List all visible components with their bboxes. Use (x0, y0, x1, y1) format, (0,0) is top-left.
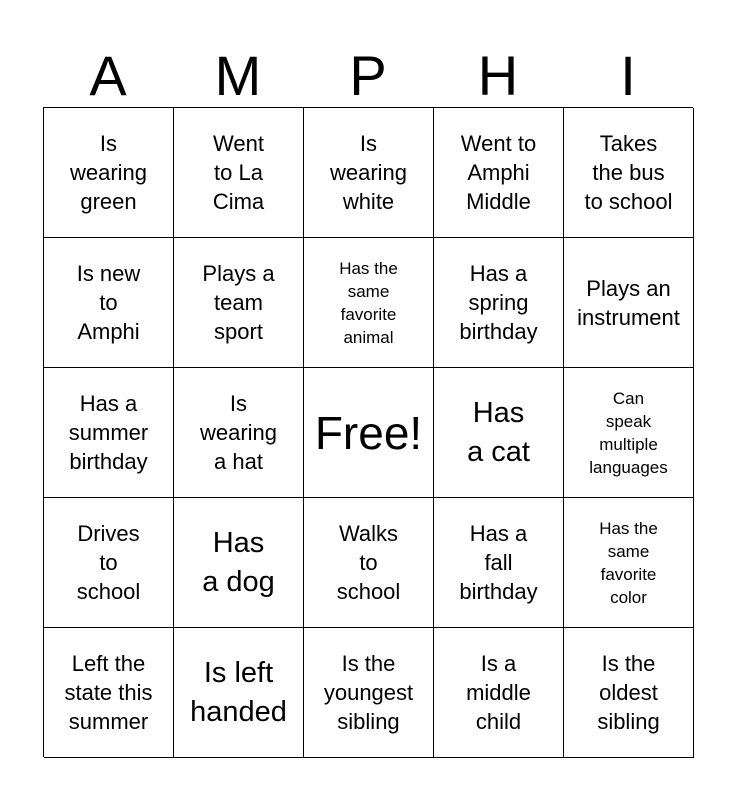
header-letter-1: A (89, 44, 127, 107)
bingo-cell-text: Drives to school (76, 521, 141, 604)
bingo-cell[interactable] (564, 498, 694, 628)
bingo-cell[interactable] (44, 368, 174, 498)
bingo-cell[interactable] (44, 238, 174, 368)
bingo-cell-text: Walks to school (336, 521, 401, 604)
bingo-cell[interactable] (304, 108, 434, 238)
bingo-cell-text: Has a dog (202, 526, 275, 598)
bingo-cell-text: Has a spring birthday (459, 261, 538, 344)
bingo-cell[interactable] (434, 368, 564, 498)
bingo-cell[interactable] (44, 628, 174, 758)
bingo-cell-text: Left the state this summer (64, 651, 153, 734)
bingo-cell[interactable] (174, 108, 304, 238)
bingo-board (43, 107, 693, 757)
bingo-cell[interactable] (174, 498, 304, 628)
free-space-cell[interactable] (304, 368, 434, 498)
header-letter-3: P (349, 44, 387, 107)
bingo-cell-text: Went to La Cima (212, 131, 265, 214)
bingo-cell-text: Is the oldest sibling (597, 651, 660, 734)
header-letter-2: M (214, 44, 262, 107)
bingo-cell-text: Has the same favorite color (599, 518, 658, 607)
bingo-cell[interactable] (564, 628, 694, 758)
bingo-cell-text: Is the youngest sibling (323, 651, 414, 734)
bingo-cell-text: Takes the bus to school (584, 131, 673, 214)
bingo-header (43, 44, 693, 108)
bingo-cell[interactable] (44, 108, 174, 238)
bingo-cell-text: Went to Amphi Middle (460, 131, 537, 214)
bingo-cell-text: Is wearing a hat (199, 391, 278, 474)
bingo-cell-text: Plays a team sport (202, 261, 275, 344)
bingo-cell[interactable] (434, 108, 564, 238)
bingo-cell-text: Is a middle child (466, 651, 531, 734)
bingo-cell-text: Can speak multiple languages (589, 388, 668, 477)
bingo-cell-text: Has a fall birthday (459, 521, 538, 604)
bingo-cell[interactable] (434, 498, 564, 628)
bingo-cell[interactable] (434, 238, 564, 368)
bingo-cell[interactable] (434, 628, 564, 758)
bingo-cell[interactable] (174, 238, 304, 368)
bingo-cell[interactable] (304, 628, 434, 758)
bingo-cell[interactable] (564, 108, 694, 238)
header-letter-4: H (477, 44, 519, 107)
header-letter-5: I (620, 44, 636, 107)
bingo-cell-text: Is wearing green (69, 131, 148, 214)
bingo-cell[interactable] (564, 368, 694, 498)
bingo-cell[interactable] (174, 628, 304, 758)
bingo-cell[interactable] (44, 498, 174, 628)
bingo-cell[interactable] (174, 368, 304, 498)
free-space-text: Free! (314, 406, 423, 459)
bingo-cell-text: Plays an instrument (577, 275, 680, 330)
bingo-cell-text: Has the same favorite animal (339, 258, 398, 347)
bingo-cell-text: Has a cat (467, 396, 530, 468)
bingo-cell-text: Is wearing white (329, 131, 408, 214)
bingo-cell[interactable] (304, 238, 434, 368)
bingo-cell[interactable] (564, 238, 694, 368)
bingo-cell-text: Has a summer birthday (68, 391, 149, 474)
bingo-cell[interactable] (304, 498, 434, 628)
bingo-cell-text: Is left handed (190, 656, 287, 728)
bingo-cell-text: Is new to Amphi (76, 261, 141, 344)
